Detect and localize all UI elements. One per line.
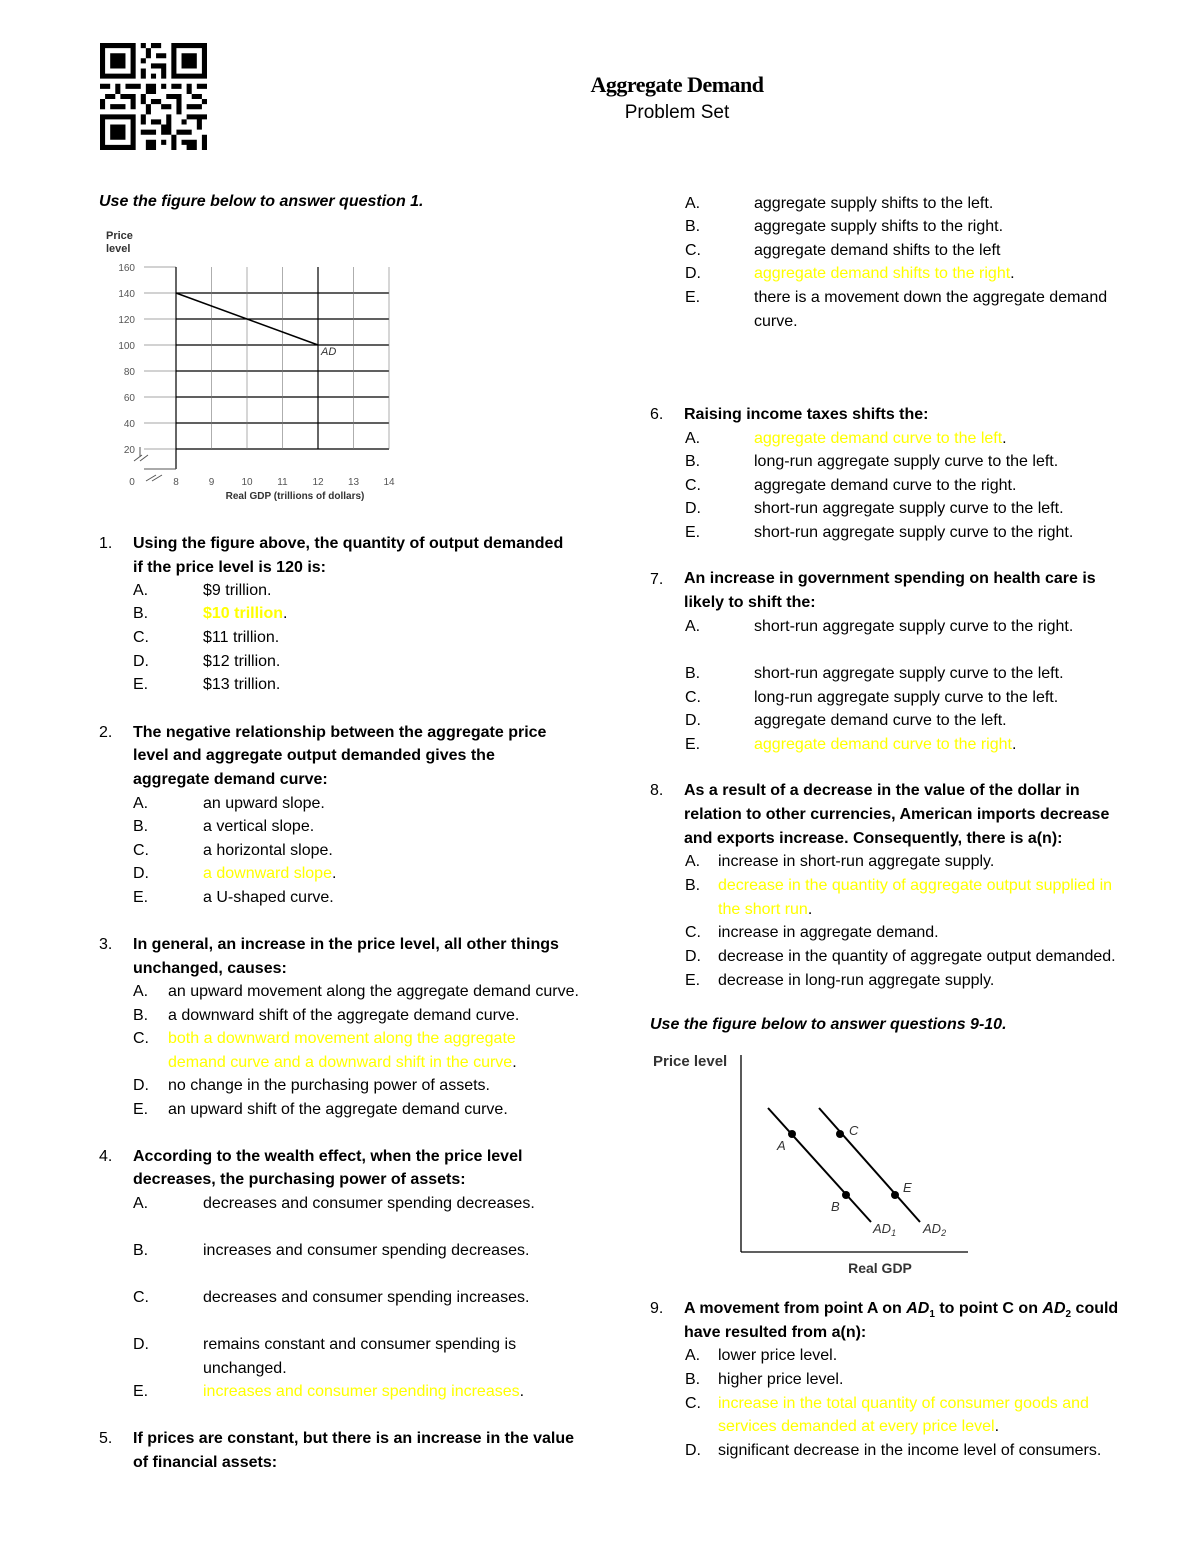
q8-text-line1: As a result of a decrease in the value of the dollar in	[684, 782, 1080, 799]
q5-option-c: aggregate demand shifts to the left	[754, 242, 1001, 259]
q7-option-e-letter: E.	[685, 736, 701, 753]
q2-option-e: a U-shaped curve.	[203, 889, 334, 906]
instruction-q1: Use the figure below to answer question 1.	[99, 193, 424, 210]
ad2-label: $AD_2$	[923, 1221, 947, 1238]
ad-curve-label: AD	[321, 346, 337, 358]
q4-text-line1: According to the wealth effect, when the price level	[133, 1148, 523, 1165]
page-subtitle: Problem Set	[624, 102, 730, 123]
q9-option-c-letter: C.	[685, 1395, 701, 1412]
q6-option-c: aggregate demand curve to the right.	[754, 477, 1017, 494]
q8-option-b-line2: the short run.	[718, 901, 813, 918]
q3-option-e: an upward shift of the aggregate demand curve.	[168, 1101, 508, 1118]
point-a-label: A	[777, 1138, 786, 1153]
q7-option-d-letter: D.	[685, 712, 701, 729]
point-e-label: E	[903, 1180, 912, 1195]
point-c-label: C	[849, 1123, 859, 1138]
page-title: Aggregate Demand	[590, 72, 764, 97]
q1-option-a-letter: A.	[133, 582, 149, 599]
y-tick-label-40: 40	[123, 419, 135, 430]
q3-option-d-letter: D.	[133, 1077, 149, 1094]
q2-text-line3: aggregate demand curve:	[133, 771, 328, 788]
q5-option-a: aggregate supply shifts to the left.	[754, 195, 994, 212]
q4-number: 4.	[99, 1148, 113, 1165]
q3-number: 3.	[99, 936, 113, 953]
q4-option-d-line1: remains constant and consumer spending is	[203, 1336, 517, 1353]
q3-option-a: an upward movement along the aggregate demand curve.	[168, 983, 579, 1000]
q3-option-b-letter: B.	[133, 1007, 149, 1024]
q6-option-e: short-run aggregate supply curve to the right.	[754, 524, 1074, 541]
q6-number: 6.	[650, 406, 664, 423]
q4-option-e: increases and consumer spending increases.	[203, 1383, 525, 1400]
x-tick-label-14: 14	[383, 477, 395, 488]
q1-option-a: $9 trillion.	[203, 582, 272, 599]
q7-option-c-letter: C.	[685, 689, 701, 706]
q6-option-b-letter: B.	[685, 453, 701, 470]
q3-option-b: a downward shift of the aggregate demand curve.	[168, 1007, 520, 1024]
q1-option-d-letter: D.	[133, 653, 149, 670]
q9-text-line2: have resulted from a(n):	[684, 1324, 867, 1341]
instruction-q9-10: Use the figure below to answer questions 9-10.	[650, 1016, 1007, 1033]
q2-text-line2: level and aggregate output demanded gives the	[133, 747, 495, 764]
q4-option-a: decreases and consumer spending decreases.	[203, 1195, 535, 1212]
q3-option-c-letter: C.	[133, 1030, 149, 1047]
q9-option-c-line1: increase in the total quantity of consumer goods and	[718, 1395, 1089, 1412]
q7-number: 7.	[650, 571, 664, 588]
q9-text-line1: A movement from point A on $AD_1$ to point C on $AD_2$ could	[684, 1300, 1119, 1321]
q7-option-e: aggregate demand curve to the right.	[754, 736, 1017, 753]
q2-option-b: a vertical slope.	[203, 818, 315, 835]
q5-option-d: aggregate demand shifts to the right.	[754, 265, 1015, 282]
q7-option-b: short-run aggregate supply curve to the left.	[754, 665, 1064, 682]
q8-option-d-letter: D.	[685, 948, 701, 965]
q6-text-line1: Raising income taxes shifts the:	[684, 406, 929, 423]
q1-text-line2: if the price level is 120 is:	[133, 559, 326, 576]
ad-shift-diagram	[650, 1045, 980, 1280]
q7-option-a: short-run aggregate supply curve to the right.	[754, 618, 1074, 635]
x-axis-label: Real GDP (trillions of dollars)	[225, 491, 365, 502]
q3-option-e-letter: E.	[133, 1101, 149, 1118]
point-a	[788, 1130, 796, 1138]
q6-option-d-letter: D.	[685, 500, 701, 517]
q2-option-a: an upward slope.	[203, 795, 325, 812]
q8-text-line3: and exports increase. Consequently, there is a(n):	[684, 830, 1063, 847]
q2-option-a-letter: A.	[133, 795, 149, 812]
y-tick-label-160: 160	[118, 263, 135, 274]
q1-option-b: $10 trillion.	[203, 605, 288, 622]
y-axis-label-level: level	[106, 243, 131, 255]
q2-option-d: a downward slope.	[203, 865, 337, 882]
origin-label: 0	[129, 477, 135, 488]
ad1-label: $AD_1$	[873, 1221, 897, 1238]
q6-option-a-letter: A.	[685, 430, 701, 447]
q7-option-d: aggregate demand curve to the left.	[754, 712, 1007, 729]
q7-option-c: long-run aggregate supply curve to the left.	[754, 689, 1059, 706]
q7-text-line2: likely to shift the:	[684, 594, 816, 611]
q2-option-c: a horizontal slope.	[203, 842, 333, 859]
q5-option-e-letter: E.	[685, 289, 701, 306]
point-e	[891, 1191, 899, 1199]
x-tick-label-8: 8	[173, 477, 179, 488]
q4-option-b-letter: B.	[133, 1242, 149, 1259]
q1-option-b-letter: B.	[133, 605, 149, 622]
q4-option-a-letter: A.	[133, 1195, 149, 1212]
x-axis-label: Real GDP	[848, 1260, 912, 1276]
q3-option-a-letter: A.	[133, 983, 149, 1000]
q8-option-b-letter: B.	[685, 877, 701, 894]
q9-option-d-letter: D.	[685, 1442, 701, 1459]
q5-option-d-letter: D.	[685, 265, 701, 282]
y-tick-label-20: 20	[123, 445, 135, 456]
q9-option-b: higher price level.	[718, 1371, 844, 1388]
q4-option-c-letter: C.	[133, 1289, 149, 1306]
q9-option-d: significant decrease in the income level of consumers.	[718, 1442, 1102, 1459]
x-tick-label-9: 9	[208, 477, 215, 488]
q8-option-e: decrease in long-run aggregate supply.	[718, 972, 995, 989]
q5-text-line2: of financial assets:	[133, 1454, 278, 1471]
q8-option-d: decrease in the quantity of aggregate output demanded.	[718, 948, 1116, 965]
q5-number: 5.	[99, 1430, 113, 1447]
q2-option-d-letter: D.	[133, 865, 149, 882]
q9-number: 9.	[650, 1300, 664, 1317]
q1-option-c: $11 trillion.	[203, 629, 280, 646]
y-tick-label-100: 100	[118, 341, 135, 352]
q4-text-line2: decreases, the purchasing power of assets:	[133, 1171, 466, 1188]
q3-text-line2: unchanged, causes:	[133, 960, 287, 977]
q7-text-line1: An increase in government spending on health care is	[684, 570, 1096, 587]
point-c	[836, 1130, 844, 1138]
q5-option-b: aggregate supply shifts to the right.	[754, 218, 1004, 235]
q8-option-e-letter: E.	[685, 972, 701, 989]
q5-option-e-line2: curve.	[754, 313, 798, 330]
q8-option-c-letter: C.	[685, 924, 701, 941]
q9-option-a-letter: A.	[685, 1347, 701, 1364]
y-axis-label-price: Price	[106, 230, 133, 242]
q1-option-e-letter: E.	[133, 676, 149, 693]
q1-option-e: $13 trillion.	[203, 676, 281, 693]
q8-number: 8.	[650, 782, 664, 799]
point-b	[842, 1191, 850, 1199]
q5-option-b-letter: B.	[685, 218, 701, 235]
q6-option-a: aggregate demand curve to the left.	[754, 430, 1007, 447]
q6-option-e-letter: E.	[685, 524, 701, 541]
ad-line-chart	[100, 225, 400, 510]
q2-text-line1: The negative relationship between the aggregate price	[133, 724, 547, 741]
q1-option-d: $12 trillion.	[203, 653, 281, 670]
x-tick-label-10: 10	[241, 477, 253, 488]
q5-option-a-letter: A.	[685, 195, 701, 212]
q6-option-c-letter: C.	[685, 477, 701, 494]
q6-option-b: long-run aggregate supply curve to the left.	[754, 453, 1059, 470]
q9-option-c-line2: services demanded at every price level.	[718, 1418, 1000, 1435]
q1-text-line1: Using the figure above, the quantity of output demanded	[133, 535, 564, 552]
q2-option-e-letter: E.	[133, 889, 149, 906]
x-tick-label-12: 12	[312, 477, 324, 488]
q3-option-c-line2: demand curve and a downward shift in the curve.	[168, 1054, 517, 1071]
q8-option-a-letter: A.	[685, 853, 701, 870]
x-tick-label-11: 11	[277, 477, 288, 488]
q8-option-a: increase in short-run aggregate supply.	[718, 853, 995, 870]
y-tick-label-120: 120	[118, 315, 135, 326]
q5-option-e-line1: there is a movement down the aggregate demand	[754, 289, 1108, 306]
y-axis-label: Price level	[653, 1053, 728, 1070]
q2-option-c-letter: C.	[133, 842, 149, 859]
q9-option-a: lower price level.	[718, 1347, 838, 1364]
q9-option-b-letter: B.	[685, 1371, 701, 1388]
q4-option-b: increases and consumer spending decreases.	[203, 1242, 530, 1259]
q8-option-b-line1: decrease in the quantity of aggregate output supplied in	[718, 877, 1113, 894]
q8-text-line2: relation to other currencies, American imports decrease	[684, 806, 1110, 823]
q7-option-b-letter: B.	[685, 665, 701, 682]
q2-number: 2.	[99, 724, 113, 741]
y-tick-label-80: 80	[123, 367, 135, 378]
q3-option-d: no change in the purchasing power of assets.	[168, 1077, 490, 1094]
q2-option-b-letter: B.	[133, 818, 149, 835]
y-tick-label-140: 140	[118, 289, 135, 300]
q4-option-e-letter: E.	[133, 1383, 149, 1400]
y-tick-label-60: 60	[123, 393, 135, 404]
x-tick-label-13: 13	[347, 477, 360, 488]
point-b-label: B	[831, 1199, 840, 1214]
q4-option-d-line2: unchanged.	[203, 1360, 287, 1377]
q3-text-line1: In general, an increase in the price level, all other things	[133, 936, 559, 953]
q3-option-c-line1: both a downward movement along the aggregate	[168, 1030, 516, 1047]
axis-break-icon	[134, 447, 162, 481]
q1-number: 1.	[99, 535, 113, 552]
q6-option-d: short-run aggregate supply curve to the left.	[754, 500, 1064, 517]
q4-option-d-letter: D.	[133, 1336, 149, 1353]
q1-option-c-letter: C.	[133, 629, 149, 646]
q4-option-c: decreases and consumer spending increases.	[203, 1289, 530, 1306]
q7-option-a-letter: A.	[685, 618, 701, 635]
q5-text-line1: If prices are constant, but there is an increase in the value	[133, 1430, 575, 1447]
q8-option-c: increase in aggregate demand.	[718, 924, 939, 941]
q5-option-c-letter: C.	[685, 242, 701, 259]
